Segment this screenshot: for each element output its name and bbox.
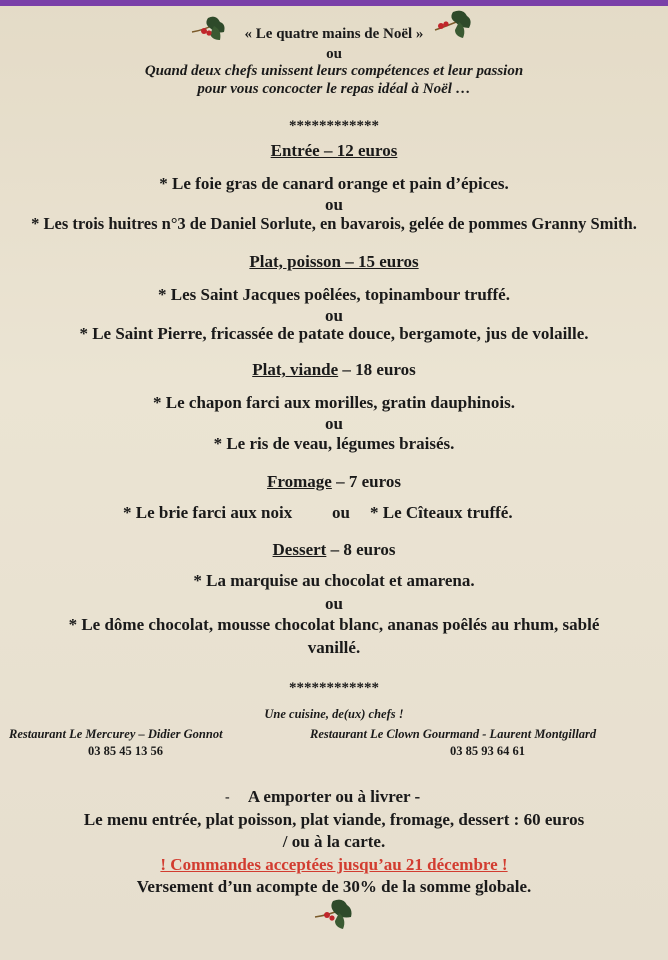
entree-heading: Entrée – 12 euros [270,141,398,160]
entree-item-2: * Les trois huitres n°3 de Daniel Sorlute, en bavarois, gelée de pommes Granny Smith. [31,214,637,233]
or-separator: ou [325,306,343,325]
viande-heading: Plat, viande – 18 euros [252,360,416,379]
restaurant-2-name: Restaurant Le Clown Gourmand - Laurent Montgillard [310,727,597,741]
restaurant-1-phone: 03 85 45 13 56 [88,744,163,758]
takeaway-dash: - [225,790,230,805]
poisson-heading: Plat, poisson – 15 euros [249,252,419,271]
deposit-notice: Versement d’un acompte de 30% de la somme globale. [136,877,532,896]
or-separator: ou [325,195,343,214]
dessert-item-2: * Le dôme chocolat, mousse chocolat blanc, ananas poêlés au rhum, sablé [68,615,600,634]
fromage-item-1: * Le brie farci aux noix [123,503,293,522]
viande-item-1: * Le chapon farci aux morilles, gratin dauphinois. [153,393,515,412]
menu-price-line-2: / ou à la carte. [282,832,386,851]
entree-item-1: * Le foie gras de canard orange et pain d’épices. [159,174,509,193]
or-separator: ou [332,503,350,522]
poisson-item-1: * Les Saint Jacques poêlées, topinambour truffé. [158,285,510,304]
deadline-notice: ! Commandes acceptées jusqu’au 21 décembre ! [160,855,508,874]
star-divider: ************ [289,680,379,696]
or-separator: ou [325,594,343,613]
menu-title: « Le quatre mains de Noël » [244,26,424,42]
top-color-band [0,0,668,6]
restaurant-1-name: Restaurant Le Mercurey – Didier Gonnot [9,727,223,741]
star-divider: ************ [289,118,379,134]
tagline-line-2: pour vous concocter le repas idéal à Noël … [197,81,471,97]
dessert-heading: Dessert – 8 euros [272,540,396,559]
restaurant-2-phone: 03 85 93 64 61 [450,744,525,758]
holly-sprig-icon [313,897,357,931]
menu-price-line-1: Le menu entrée, plat poisson, plat viande, fromage, dessert : 60 euros [83,810,585,829]
tagline-line-1: Quand deux chefs unissent leurs compétences et leur passion [144,63,524,79]
dessert-item-2-continued: vanillé. [307,638,361,657]
poisson-item-2: * Le Saint Pierre, fricassée de patate douce, bergamote, jus de volaille. [79,324,589,343]
fromage-heading: Fromage – 7 euros [267,472,401,491]
fromage-item-2: * Le Cîteaux truffé. [370,503,513,522]
dessert-item-1: * La marquise au chocolat et amarena. [193,571,475,590]
or-separator: ou [326,46,342,62]
viande-item-2: * Le ris de veau, légumes braisés. [213,434,455,453]
takeaway-heading: A emporter ou à livrer - [247,787,421,806]
slogan: Une cuisine, de(ux) chefs ! [264,707,404,721]
or-separator: ou [325,414,343,433]
